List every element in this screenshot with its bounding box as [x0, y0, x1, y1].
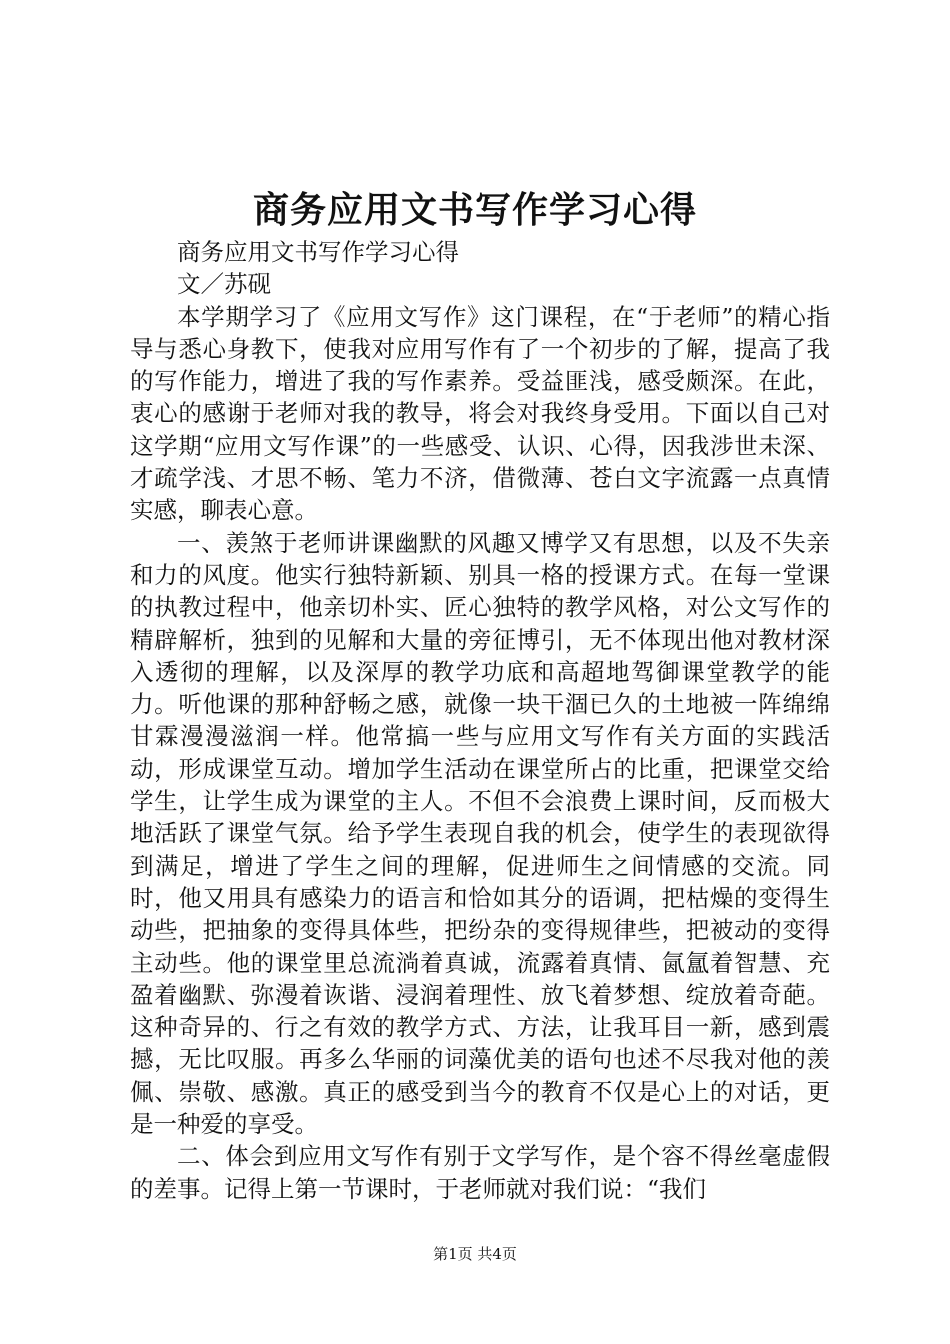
page-footer: 第1页 共4页 — [433, 1245, 517, 1263]
paragraph-section-two: 二、体会到应用文写作有别于文学写作，是个容不得丝毫虚假的差事。记得上第一节课时，于老师就对我们说：“我们 — [130, 1142, 830, 1203]
paragraph-intro: 本学期学习了《应用文写作》这门课程，在“于老师”的精心指导与悉心身教下，使我对应用写作有了一个初步的了解，提高了我的写作能力，增进了我的写作素养。受益匪浅，感受颇深。在此，衷心的感谢于老师对我的教导，将会对我终身受用。下面以自己对这学期“应用文写作课”的一些感受、认识、心得，因我涉世未深、才疏学浅、才思不畅、笔力不济，借微薄、苍白文字流露一点真情实感，聊表心意。 — [130, 302, 830, 525]
document-title: 商务应用文书写作学习心得 — [252, 189, 697, 231]
subtitle-line: 商务应用文书写作学习心得 — [177, 238, 459, 266]
author-line: 文／苏砚 — [177, 270, 271, 299]
document-body — [130, 236, 830, 1205]
paragraph-section-one: 一、羡煞于老师讲课幽默的风趣又博学又有思想，以及不失亲和力的风度。他实行独特新颖、别具一格的授课方式。在每一堂课的执教过程中，他亲切朴实、匠心独特的教学风格，对公文写作的精辟解析，独到的见解和大量的旁征博引，无不体现出他对教材深入透彻的理解，以及深厚的教学功底和高超地驾御课堂教学的能力。听他课的那种舒畅之感，就像一块干涸已久的土地被一阵绵绵甘霖漫漫滋润一样。他常搞一些与应用文写作有关方面的实践活动，形成课堂互动。增加学生活动在课堂所占的比重，把课堂交给学生，让学生成为课堂的主人。不但不会浪费上课时间，反而极大地活跃了课堂气氛。给予学生表现自我的机会，使学生的表现欲得到满足，增进了学生之间的理解，促进师生之间情感的交流。同时，他又用具有感染力的语言和恰如其分的语调，把枯燥的变得生动些，把抽象的变得具体些，把纷杂的变得规律些，把被动的变得主动些。他的课堂里总流淌着真诚，流露着真情、氤氲着智慧、充盈着幽默、弥漫着诙谐、浸润着理性、放飞着梦想、绽放着奇葩。这种奇异的、行之有效的教学方式、方法，让我耳目一新，感到震撼，无比叹服。再多么华丽的词藻优美的语句也述不尽我对他的羡佩、崇敬、感激。真正的感受到当今的教育不仅是心上的对话，更是一种爱的享受。 — [130, 528, 830, 1139]
